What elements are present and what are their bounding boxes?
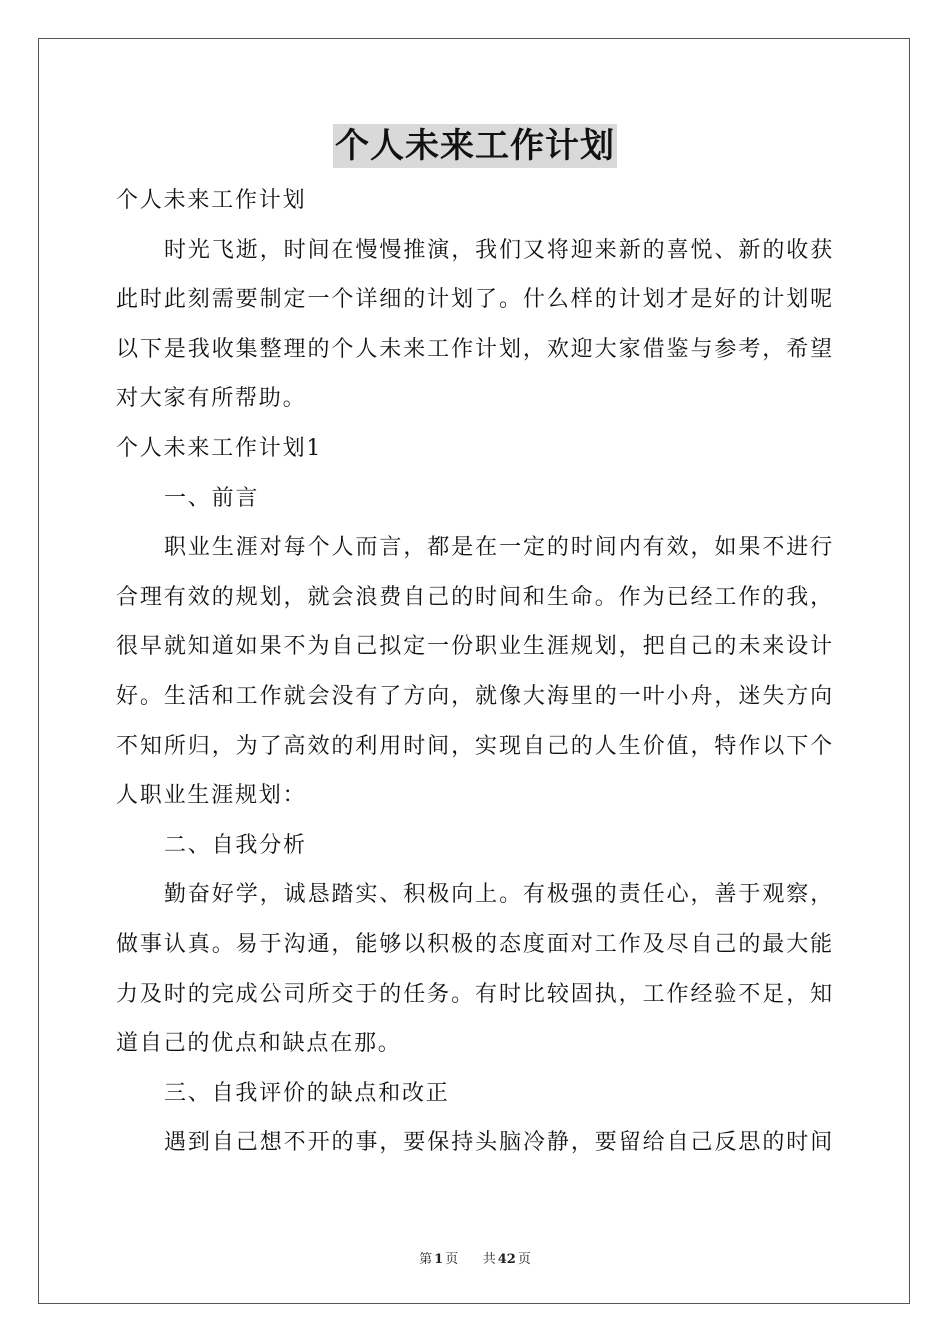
preface-line-6: 人职业生涯规划： xyxy=(116,783,307,809)
document-body xyxy=(116,176,834,1168)
analysis-line-4: 道自己的优点和缺点在那。 xyxy=(116,1031,402,1057)
subtitle-line: 个人未来工作计划 xyxy=(116,188,307,213)
analysis-line-3: 力及时的完成公司所交于的任务。有时比较固执，工作经验不足，知 xyxy=(116,981,834,1007)
preface-line-1: 职业生涯对每个人而言，都是在一定的时间内有效，如果不进行 xyxy=(164,535,834,561)
heading-self-evaluation: 三、自我评价的缺点和改正 xyxy=(164,1080,450,1106)
preface-line-3: 很早就知道如果不为自己拟定一份职业生涯规划，把自己的未来设计 xyxy=(116,634,834,660)
heading-self-analysis: 二、自我分析 xyxy=(164,832,307,858)
page-indicator xyxy=(417,1252,460,1267)
analysis-line-1: 勤奋好学，诚恳踏实、积极向上。有极强的责任心，善于观察， xyxy=(164,882,834,908)
intro-line-1: 时光飞逝，时间在慢慢推演，我们又将迎来新的喜悦、新的收获 xyxy=(164,237,834,263)
total-label-suffix: 页 xyxy=(517,1252,531,1267)
preface-line-5: 不知所归，为了高效的利用时间，实现自己的人生价值，特作以下个 xyxy=(116,733,834,759)
intro-line-4: 对大家有所帮助。 xyxy=(116,386,307,412)
page-label-suffix: 页 xyxy=(445,1252,459,1267)
document-title: 个人未来工作计划 xyxy=(335,126,615,166)
total-pages-indicator xyxy=(481,1252,533,1267)
total-label-prefix: 共 xyxy=(482,1252,496,1267)
section-heading: 个人未来工作计划1 xyxy=(116,435,323,461)
preface-line-4: 好。生活和工作就会没有了方向，就像大海里的一叶小舟，迷失方向 xyxy=(116,683,834,709)
heading-preface: 一、前言 xyxy=(164,485,260,511)
preface-line-2: 合理有效的规划，就会浪费自己的时间和生命。作为已经工作的我， xyxy=(116,584,834,610)
page-number: 1 xyxy=(434,1252,444,1267)
total-pages: 42 xyxy=(497,1252,516,1267)
title-container xyxy=(0,124,950,168)
page-footer xyxy=(0,1248,950,1267)
page-label-prefix: 第 xyxy=(419,1252,433,1267)
intro-line-3: 以下是我收集整理的个人未来工作计划，欢迎大家借鉴与参考，希望 xyxy=(116,336,834,362)
analysis-line-2: 做事认真。易于沟通，能够以积极的态度面对工作及尽自己的最大能 xyxy=(116,931,834,957)
intro-line-2: 此时此刻需要制定一个详细的计划了。什么样的计划才是好的计划呢 xyxy=(116,287,834,313)
evaluation-line-1: 遇到自己想不开的事，要保持头脑冷静，要留给自己反思的时间 xyxy=(164,1130,834,1156)
